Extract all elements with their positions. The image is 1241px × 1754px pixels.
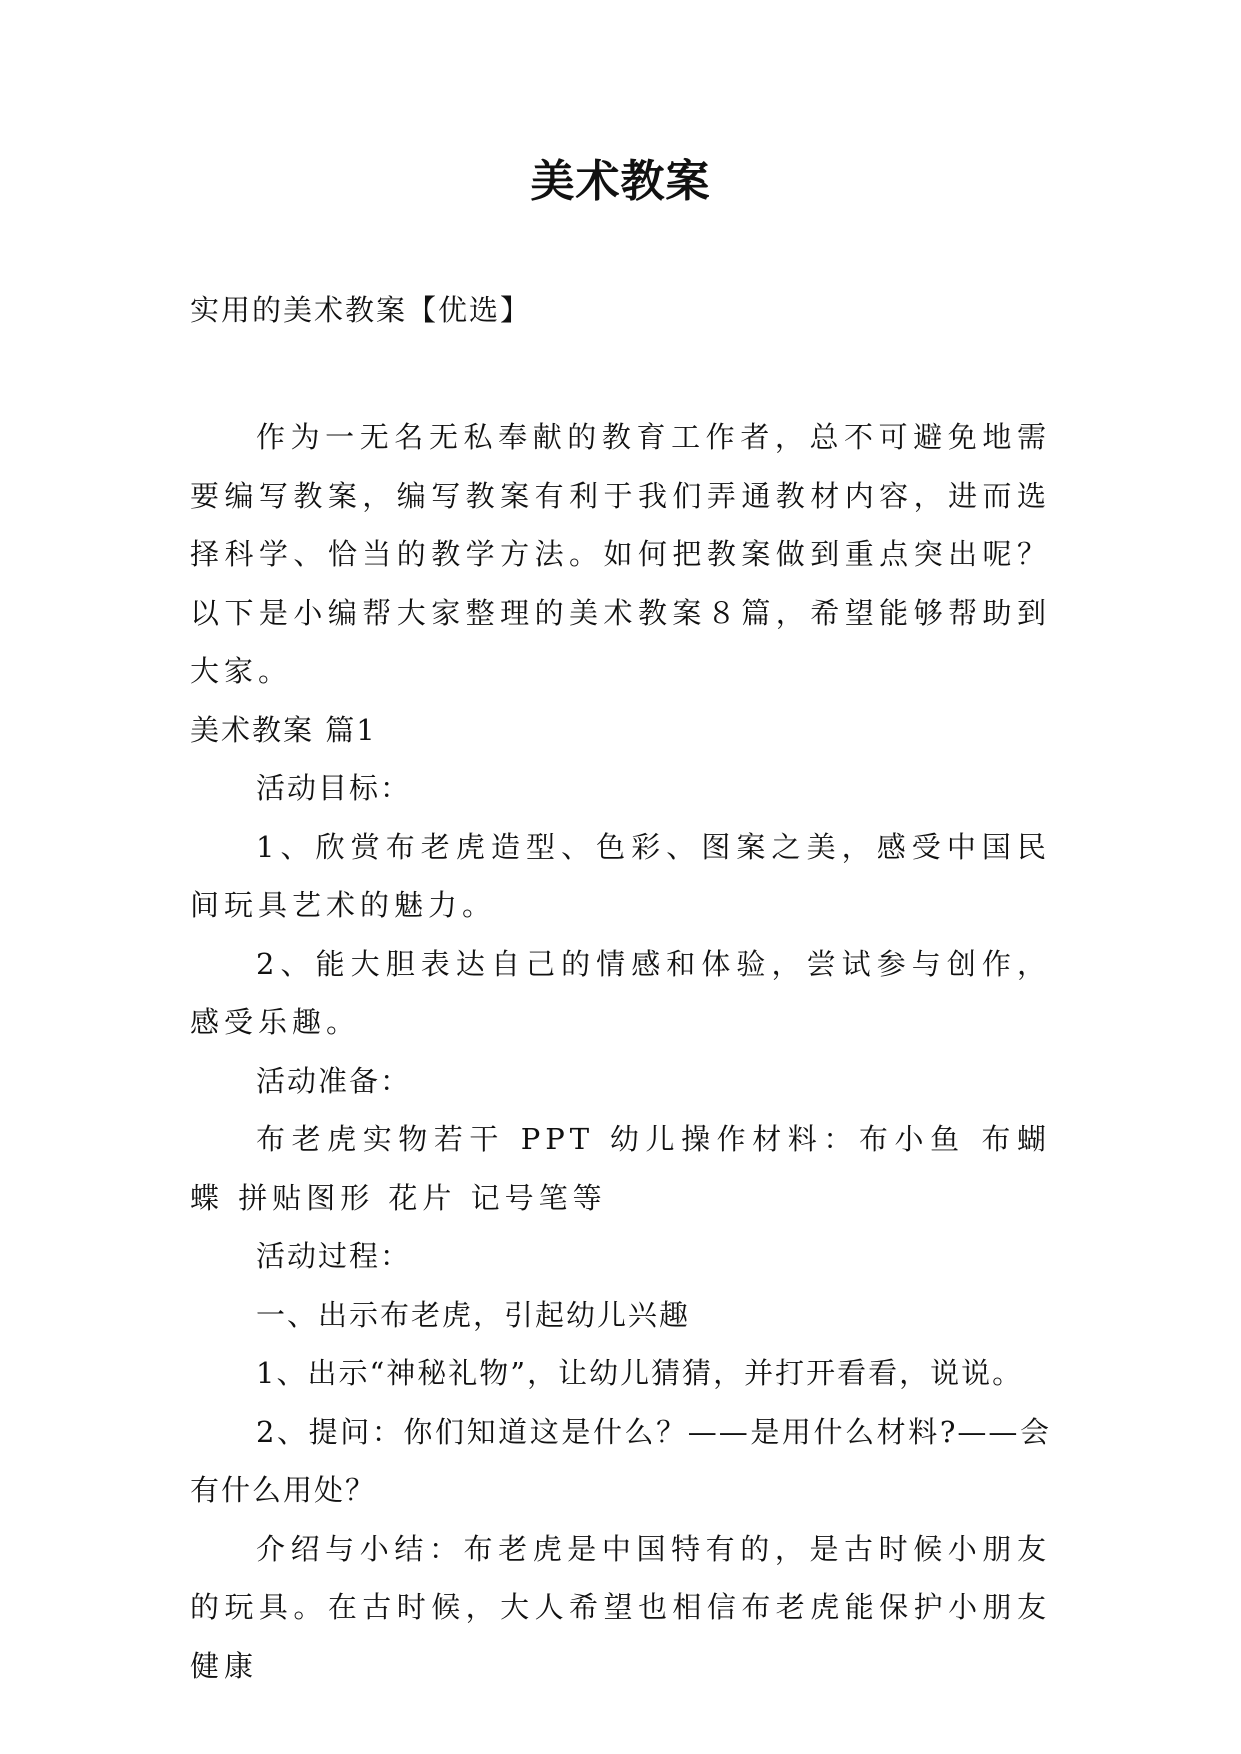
section-heading: 美术教案 篇1: [190, 712, 377, 747]
document-title: 美术教案: [530, 156, 711, 207]
activity-process-heading: 活动过程：: [256, 1239, 412, 1273]
document-subtitle: 实用的美术教案【优选】: [190, 293, 532, 327]
process-step-heading: 一、出示布老虎，引起幼儿兴趣: [256, 1297, 691, 1332]
goal-item-2: 2、能大胆表达自己的情感和体验，尝试参与创作，感受乐趣。: [190, 946, 1051, 1039]
intro-paragraph: 作为一无名无私奉献的教育工作者，总不可避免地需要编写教案，编写教案有利于我们弄通教材内容，进而选择科学、恰当的教学方法。如何把教案做到重点突出呢？以下是小编帮大家整理的美术教案８篇，希望能够帮助到大家。: [190, 420, 1051, 688]
process-item-1: 1、出示“神秘礼物”，让幼儿猜猜，并打开看看，说说。: [256, 1356, 1024, 1390]
document-body: [190, 408, 1051, 1695]
activity-prep-heading: 活动准备：: [256, 1063, 412, 1098]
goal-item-1: 1、欣赏布老虎造型、色彩、图案之美，感受中国民间玩具艺术的魅力。: [190, 829, 1051, 922]
activity-goals-heading: 活动目标：: [256, 771, 412, 805]
prep-materials: 布老虎实物若干 PPT 幼儿操作材料：布小鱼 布蝴蝶 拼贴图形 花片 记号笔等: [190, 1122, 1051, 1215]
process-item-2: 2、提问：你们知道这是什么？——是用什么材料?——会有什么用处？: [190, 1414, 1051, 1507]
summary-paragraph: 介绍与小结：布老虎是中国特有的，是古时候小朋友的玩具。在古时候，大人希望也相信布老虎能保护小朋友健康: [190, 1531, 1051, 1683]
